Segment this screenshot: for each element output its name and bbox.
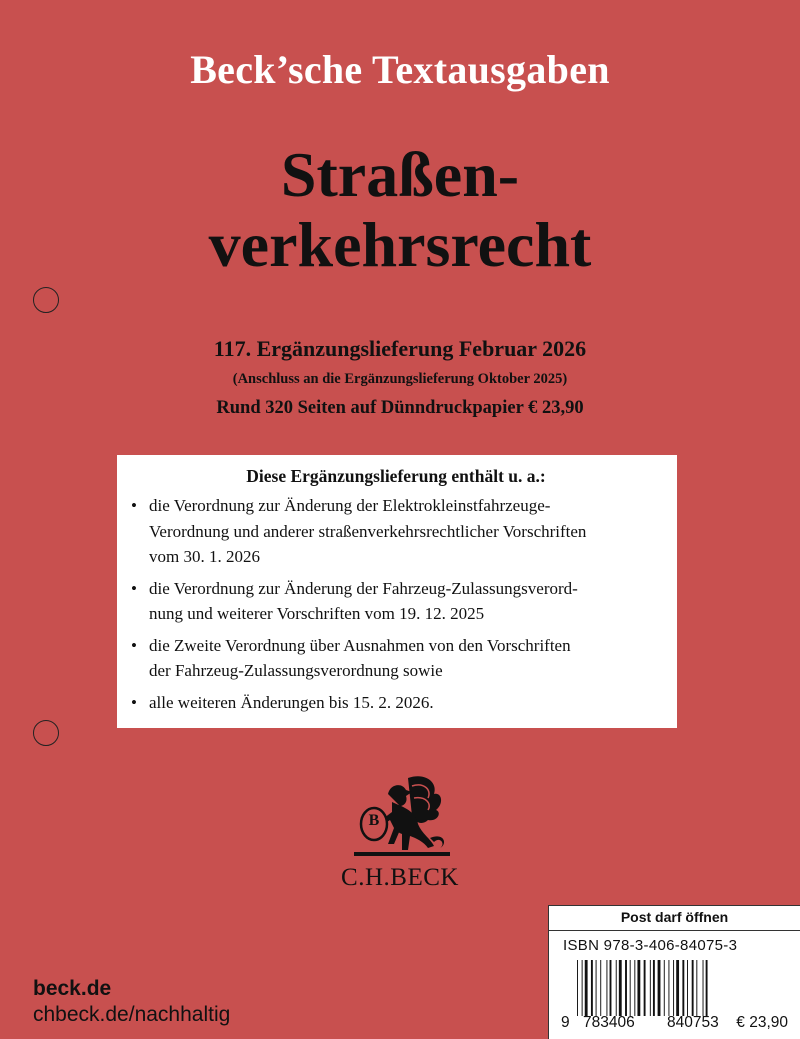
contents-heading: Diese Ergänzungslieferung enthält u. a.:: [246, 466, 546, 486]
bullet: •: [131, 496, 137, 515]
punch-hole-top: [33, 287, 59, 313]
book-title-line1: Straßen-: [280, 139, 520, 210]
list-item: [131, 493, 661, 570]
logo-badge-letter: B: [368, 812, 380, 829]
list-item-line: die Verordnung zur Änderung der Fahrzeug-Zulassungsverord-: [149, 578, 578, 598]
contents-list: [131, 493, 661, 715]
continuation-line: (Anschluss an die Ergänzungslieferung Oktober 2025): [232, 371, 568, 387]
website-link[interactable]: beck.de: [33, 977, 112, 1000]
series-title: Beck’sche Textausgaben: [190, 47, 610, 92]
list-item-line: der Fahrzeug-Zulassungsverordnung sowie: [149, 661, 443, 680]
list-item-line: alle weiteren Änderungen bis 15. 2. 2026.: [149, 692, 434, 712]
barcode-price: € 23,90: [736, 1014, 788, 1031]
list-item: [131, 576, 661, 627]
list-item: [131, 690, 661, 716]
griffin-icon: [330, 772, 470, 862]
punch-hole-bottom: [33, 720, 59, 746]
publisher-name: C.H.BECK: [341, 864, 459, 891]
sustainability-link[interactable]: chbeck.de/nachhaltig: [33, 1003, 231, 1026]
bullet: •: [131, 635, 137, 655]
list-item: [131, 633, 661, 684]
list-item-line: Verordnung und anderer straßenverkehrsrechtlicher Vorschriften: [149, 521, 587, 541]
isbn-text: ISBN 978-3-406-84075-3: [563, 937, 738, 954]
barcode-digits-group2: 840753: [667, 1014, 719, 1031]
list-item-line: vom 30. 1. 2026: [149, 547, 260, 566]
barcode-box: [548, 905, 800, 1039]
post-note: Post darf öffnen: [549, 906, 800, 931]
list-item-line: nung und weiterer Vorschriften vom 19. 12. 2025: [149, 604, 485, 623]
book-title-line2: verkehrsrecht: [208, 209, 592, 280]
barcode-icon: [577, 960, 747, 1016]
barcode-digit-first: 9: [561, 1014, 570, 1031]
list-item-line: die Zweite Verordnung über Ausnahmen von den Vorschriften: [149, 635, 571, 655]
book-title: [0, 140, 800, 280]
contents-box: [117, 455, 677, 728]
list-item-line: die Verordnung zur Änderung der Elektrokleinstfahrzeuge-: [149, 496, 551, 515]
pages-price-line: Rund 320 Seiten auf Dünndruckpapier € 23,90: [216, 398, 584, 418]
edition-line: 117. Ergänzungslieferung Februar 2026: [213, 336, 587, 361]
bullet: •: [131, 578, 137, 598]
barcode-digits-group1: 783406: [583, 1014, 635, 1031]
bullet: •: [131, 692, 137, 712]
